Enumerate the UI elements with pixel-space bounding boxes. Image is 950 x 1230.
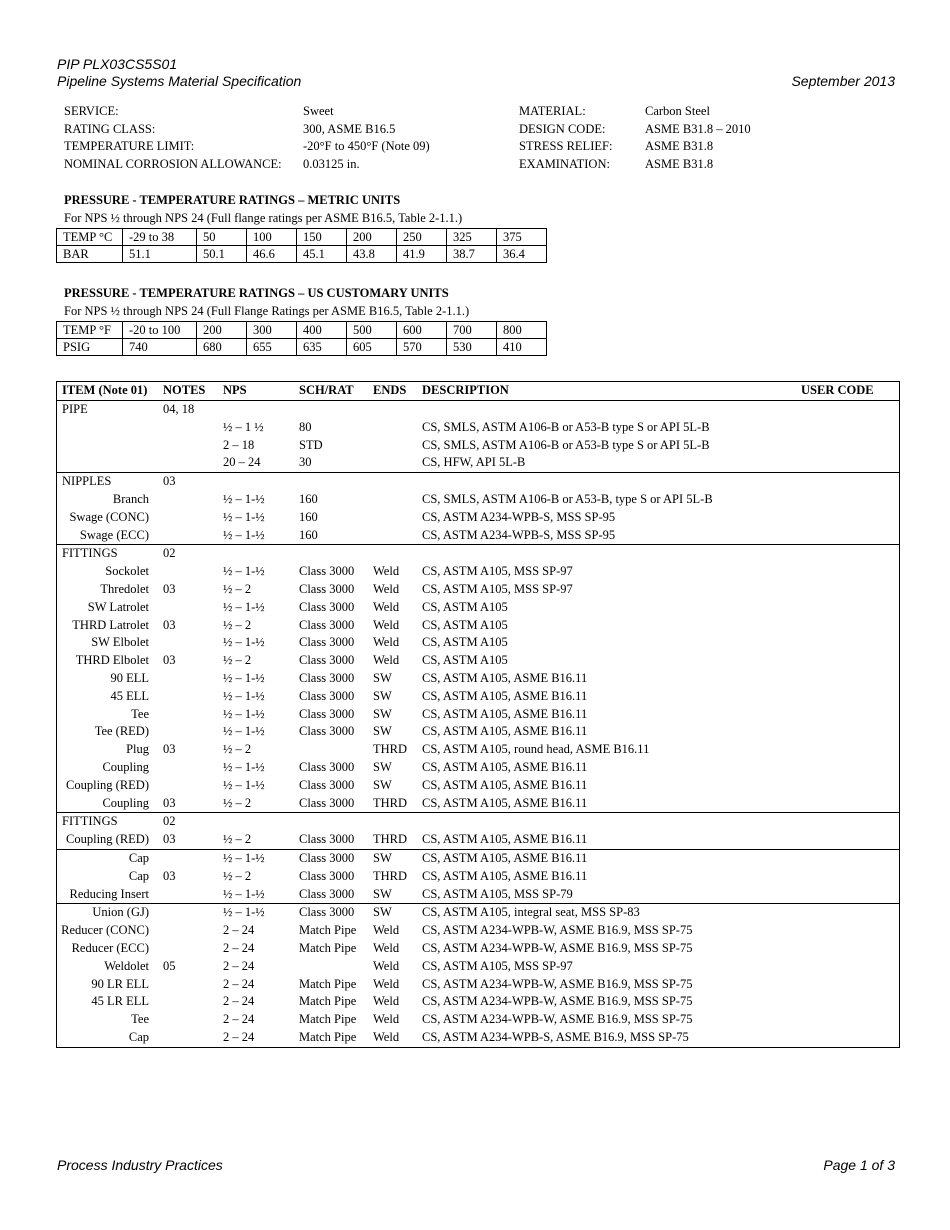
us-ratings-table <box>56 321 547 356</box>
item-cell: Swage (ECC) <box>79 527 149 542</box>
service-info <box>64 104 824 174</box>
item-cell: SW Latrolet <box>87 599 149 614</box>
description-cell: CS, ASTM A105 <box>422 617 508 632</box>
sch-cell: Match Pipe <box>299 994 357 1009</box>
sch-cell: 80 <box>299 419 312 434</box>
ends-cell: THRD <box>373 868 408 883</box>
metric-subtitle: For NPS ½ through NPS 24 (Full flange ratings per ASME B16.5, Table 2-1.1.) <box>64 211 463 225</box>
nps-cell: ½ – 2 <box>223 742 252 757</box>
sch-cell: Class 3000 <box>299 905 355 920</box>
rating-cell: 600 <box>397 322 447 339</box>
rating-cell: 800 <box>497 322 547 339</box>
info-value: -20°F to 450°F (Note 09) <box>303 139 430 153</box>
item-cell: Sockolet <box>105 564 149 579</box>
table-row <box>57 868 899 886</box>
nps-cell: ½ – 2 <box>223 832 252 847</box>
table-row <box>57 454 899 472</box>
doc-date: September 2013 <box>791 73 895 89</box>
nps-cell: 2 – 24 <box>223 994 255 1009</box>
item-cell: Tee <box>131 706 149 721</box>
table-row <box>57 670 899 688</box>
table-row <box>57 886 899 904</box>
table-row <box>57 723 899 741</box>
materials-table <box>56 381 900 1048</box>
rating-label-cell: BAR <box>57 246 123 263</box>
table-row <box>57 777 899 795</box>
description-cell: CS, ASTM A105, ASME B16.11 <box>422 688 588 703</box>
ends-cell: SW <box>373 724 392 739</box>
sch-cell: 160 <box>299 509 318 524</box>
description-cell: CS, ASTM A105, ASME B16.11 <box>422 777 588 792</box>
description-cell: CS, ASTM A105 <box>422 635 508 650</box>
item-group <box>57 473 899 545</box>
table-row <box>57 759 899 777</box>
description-cell: CS, ASTM A234-WPB-W, ASME B16.9, MSS SP-75 <box>422 994 693 1009</box>
ends-cell: THRD <box>373 742 408 757</box>
header-ends: ENDS <box>373 383 407 397</box>
description-cell: CS, ASTM A105, round head, ASME B16.11 <box>422 742 650 757</box>
table-row <box>57 795 899 813</box>
description-cell: CS, ASTM A234-WPB-W, ASME B16.9, MSS SP-75 <box>422 940 693 955</box>
rating-cell: 50 <box>197 229 247 246</box>
notes-cell: 03 <box>163 653 176 668</box>
nps-cell: ½ – 1-½ <box>223 509 265 524</box>
nps-cell: 2 – 24 <box>223 923 255 938</box>
ends-cell: Weld <box>373 581 400 596</box>
nps-cell: ½ – 1-½ <box>223 491 265 506</box>
ends-cell: Weld <box>373 1029 400 1044</box>
item-cell: SW Elbolet <box>91 635 149 650</box>
table-row <box>57 563 899 581</box>
rating-label-cell: TEMP °F <box>57 322 123 339</box>
item-cell: Coupling (RED) <box>66 832 149 847</box>
item-cell: Plug <box>126 742 149 757</box>
header-user-code: USER CODE <box>801 383 874 397</box>
info-row <box>64 122 824 140</box>
table-row <box>57 581 899 599</box>
table-row <box>57 491 899 509</box>
description-cell: CS, ASTM A105, integral seat, MSS SP-83 <box>422 905 640 920</box>
description-cell: CS, HFW, API 5L-B <box>422 455 526 470</box>
info-label: RATING CLASS: <box>64 121 156 136</box>
item-cell: Tee (RED) <box>94 724 149 739</box>
info-label: STRESS RELIEF: <box>519 139 613 153</box>
table-row <box>57 509 899 527</box>
nps-cell: ½ – 2 <box>223 653 252 668</box>
table-row <box>57 1029 899 1047</box>
ends-cell: THRD <box>373 832 408 847</box>
description-cell: CS, SMLS, ASTM A106-B or A53-B type S or API 5L-B <box>422 419 710 434</box>
nps-cell: 20 – 24 <box>223 455 261 470</box>
table-row <box>57 437 899 455</box>
rating-cell: 410 <box>497 339 547 356</box>
ends-cell: Weld <box>373 940 400 955</box>
header-notes: NOTES <box>163 383 206 397</box>
info-label: TEMPERATURE LIMIT: <box>64 139 195 153</box>
description-cell: CS, ASTM A105, ASME B16.11 <box>422 850 588 865</box>
item-cell: Swage (CONC) <box>69 509 149 524</box>
info-label: SERVICE: <box>64 104 119 118</box>
nps-cell: ½ – 1-½ <box>223 706 265 721</box>
description-cell: CS, ASTM A105, ASME B16.11 <box>422 832 588 847</box>
rating-cell: 325 <box>447 229 497 246</box>
sch-cell: Match Pipe <box>299 976 357 991</box>
info-value: ASME B31.8 – 2010 <box>645 121 751 136</box>
item-cell: Cap <box>128 1029 149 1044</box>
notes-cell: 03 <box>163 742 176 757</box>
nps-cell: ½ – 2 <box>223 617 252 632</box>
ends-cell: Weld <box>373 617 400 632</box>
nps-cell: 2 – 24 <box>223 1029 255 1044</box>
notes-cell: 02 <box>163 814 176 829</box>
table-row <box>57 599 899 617</box>
sch-cell: STD <box>299 437 323 452</box>
item-cell: 90 LR ELL <box>91 976 149 991</box>
sch-cell: Class 3000 <box>299 670 355 685</box>
rating-cell: -29 to 38 <box>123 229 197 246</box>
notes-cell: 03 <box>163 581 176 596</box>
rating-cell: 51.1 <box>123 246 197 263</box>
ends-cell: SW <box>373 688 392 703</box>
notes-cell: 03 <box>163 868 176 883</box>
item-cell: THRD Elbolet <box>75 653 149 668</box>
nps-cell: 2 – 24 <box>223 976 255 991</box>
rating-cell: 45.1 <box>297 246 347 263</box>
rating-cell: 300 <box>247 322 297 339</box>
nps-cell: ½ – 1-½ <box>223 527 265 542</box>
ends-cell: Weld <box>373 653 400 668</box>
nps-cell: ½ – 1-½ <box>223 905 265 920</box>
description-cell: CS, ASTM A105 <box>422 599 508 614</box>
notes-cell: 03 <box>163 474 176 489</box>
sch-cell: Class 3000 <box>299 868 355 883</box>
item-cell: Weldolet <box>104 958 149 973</box>
table-row <box>57 831 899 849</box>
item-cell: PIPE <box>62 402 88 416</box>
table-row <box>57 634 899 652</box>
description-cell: CS, ASTM A234-WPB-S, ASME B16.9, MSS SP-75 <box>422 1029 689 1044</box>
ends-cell: Weld <box>373 635 400 650</box>
description-cell: CS, ASTM A105, ASME B16.11 <box>422 868 588 883</box>
sch-cell: Class 3000 <box>299 706 355 721</box>
ends-cell: SW <box>373 850 392 865</box>
sch-cell: Match Pipe <box>299 923 357 938</box>
description-cell: CS, ASTM A105, ASME B16.11 <box>422 759 588 774</box>
item-cell: Union (GJ) <box>92 905 149 920</box>
rating-row <box>57 322 547 339</box>
sch-cell: Class 3000 <box>299 759 355 774</box>
nps-cell: ½ – 1-½ <box>223 724 265 739</box>
sch-cell: Class 3000 <box>299 724 355 739</box>
header-nps: NPS <box>223 383 247 397</box>
ends-cell: Weld <box>373 958 400 973</box>
nps-cell: ½ – 2 <box>223 868 252 883</box>
rating-cell: 38.7 <box>447 246 497 263</box>
info-label: EXAMINATION: <box>519 156 610 171</box>
ends-cell: Weld <box>373 976 400 991</box>
description-cell: CS, ASTM A105, MSS SP-97 <box>422 958 573 973</box>
info-value: Sweet <box>303 104 334 118</box>
sch-cell: Class 3000 <box>299 886 355 901</box>
us-subtitle: For NPS ½ through NPS 24 (Full Flange Ratings per ASME B16.5, Table 2-1.1.) <box>64 304 470 318</box>
item-cell: Coupling <box>102 759 149 774</box>
rating-cell: 400 <box>297 322 347 339</box>
table-row <box>57 993 899 1011</box>
sch-cell: Class 3000 <box>299 599 355 614</box>
nps-cell: ½ – 1-½ <box>223 777 265 792</box>
ends-cell: Weld <box>373 923 400 938</box>
sch-cell: Class 3000 <box>299 777 355 792</box>
notes-cell: 03 <box>163 617 176 632</box>
info-value: ASME B31.8 <box>645 156 714 171</box>
header-sch: SCH/RAT <box>299 383 354 397</box>
ends-cell: SW <box>373 905 392 920</box>
rating-cell: 530 <box>447 339 497 356</box>
nps-cell: 2 – 24 <box>223 940 255 955</box>
rating-cell: 100 <box>247 229 297 246</box>
nps-cell: ½ – 2 <box>223 581 252 596</box>
table-row <box>57 940 899 958</box>
description-cell: CS, ASTM A105, MSS SP-97 <box>422 564 573 579</box>
ends-cell: SW <box>373 706 392 721</box>
notes-cell: 04, 18 <box>163 402 195 416</box>
rating-cell: 150 <box>297 229 347 246</box>
description-cell: CS, ASTM A105, ASME B16.11 <box>422 706 588 721</box>
ends-cell: THRD <box>373 795 408 810</box>
rating-label-cell: TEMP °C <box>57 229 123 246</box>
rating-cell: 700 <box>447 322 497 339</box>
nps-cell: ½ – 1-½ <box>223 670 265 685</box>
item-cell: FITTINGS <box>62 814 118 829</box>
rating-cell: 36.4 <box>497 246 547 263</box>
sch-cell: Class 3000 <box>299 635 355 650</box>
description-cell: CS, ASTM A105, ASME B16.11 <box>422 724 588 739</box>
info-label: DESIGN CODE: <box>519 121 606 136</box>
info-value: Carbon Steel <box>645 104 710 118</box>
header-desc: DESCRIPTION <box>422 383 509 397</box>
rating-cell: 740 <box>123 339 197 356</box>
description-cell: CS, ASTM A105, MSS SP-97 <box>422 581 573 596</box>
item-cell: 90 ELL <box>110 670 149 685</box>
us-title: PRESSURE - TEMPERATURE RATINGS – US CUSTOMARY UNITS <box>64 286 449 300</box>
sch-cell: Class 3000 <box>299 832 355 847</box>
ends-cell: Weld <box>373 564 400 579</box>
table-row <box>57 706 899 724</box>
description-cell: CS, SMLS, ASTM A106-B or A53-B, type S or API 5L-B <box>422 491 713 506</box>
notes-cell: 03 <box>163 832 176 847</box>
rating-row <box>57 229 547 246</box>
table-row <box>57 922 899 940</box>
ends-cell: SW <box>373 759 392 774</box>
item-cell: Reducer (ECC) <box>71 940 149 955</box>
table-row <box>57 741 899 759</box>
item-cell: Cap <box>128 850 149 865</box>
ends-cell: SW <box>373 777 392 792</box>
item-group <box>57 545 899 813</box>
sch-cell: Class 3000 <box>299 564 355 579</box>
nps-cell: ½ – 1-½ <box>223 850 265 865</box>
rating-cell: 41.9 <box>397 246 447 263</box>
nps-cell: 2 – 18 <box>223 437 255 452</box>
nps-cell: ½ – 1 ½ <box>223 419 264 434</box>
table-row <box>57 652 899 670</box>
info-value: 300, ASME B16.5 <box>303 121 396 136</box>
footer-right: Page 1 of 3 <box>823 1157 895 1173</box>
table-row <box>57 401 899 419</box>
item-cell: Reducer (CONC) <box>61 923 149 938</box>
rating-cell: 200 <box>347 229 397 246</box>
sch-cell: Class 3000 <box>299 617 355 632</box>
sch-cell: Match Pipe <box>299 940 357 955</box>
item-cell: FITTINGS <box>62 546 118 561</box>
table-body <box>57 401 899 1047</box>
nps-cell: ½ – 1-½ <box>223 759 265 774</box>
item-cell: 45 ELL <box>110 688 149 703</box>
description-cell: CS, ASTM A234-WPB-W, ASME B16.9, MSS SP-75 <box>422 923 693 938</box>
notes-cell: 05 <box>163 958 176 973</box>
table-header <box>57 382 899 401</box>
description-cell: CS, ASTM A105 <box>422 653 508 668</box>
table-row <box>57 527 899 545</box>
sch-cell: Class 3000 <box>299 688 355 703</box>
rating-cell: 200 <box>197 322 247 339</box>
ends-cell: Weld <box>373 599 400 614</box>
sch-cell: Class 3000 <box>299 653 355 668</box>
sch-cell: 160 <box>299 527 318 542</box>
info-value: ASME B31.8 <box>645 139 714 153</box>
nps-cell: 2 – 24 <box>223 958 255 973</box>
sch-cell: Class 3000 <box>299 850 355 865</box>
table-row <box>57 958 899 976</box>
rating-row <box>57 339 547 356</box>
nps-cell: ½ – 1-½ <box>223 688 265 703</box>
table-row <box>57 976 899 994</box>
item-cell: Thredolet <box>100 581 149 596</box>
sch-cell: Class 3000 <box>299 795 355 810</box>
nps-cell: ½ – 1-½ <box>223 635 265 650</box>
rating-cell: 605 <box>347 339 397 356</box>
ends-cell: SW <box>373 886 392 901</box>
item-cell: THRD Latrolet <box>72 617 149 632</box>
sch-cell: Class 3000 <box>299 581 355 596</box>
info-row <box>64 157 824 175</box>
nps-cell: 2 – 24 <box>223 1012 255 1027</box>
description-cell: CS, ASTM A234-WPB-W, ASME B16.9, MSS SP-75 <box>422 976 693 991</box>
info-row <box>64 139 824 157</box>
metric-title: PRESSURE - TEMPERATURE RATINGS – METRIC UNITS <box>64 193 401 207</box>
item-cell: Cap <box>128 868 149 883</box>
nps-cell: ½ – 1-½ <box>223 599 265 614</box>
item-cell: Coupling (RED) <box>66 777 149 792</box>
item-cell: Reducing Insert <box>69 886 149 901</box>
table-row <box>57 617 899 635</box>
sch-cell: 30 <box>299 455 312 470</box>
ends-cell: Weld <box>373 1012 400 1027</box>
rating-cell: -20 to 100 <box>123 322 197 339</box>
rating-cell: 375 <box>497 229 547 246</box>
item-group <box>57 813 899 850</box>
table-row <box>57 813 899 831</box>
info-label: MATERIAL: <box>519 104 586 118</box>
rating-cell: 500 <box>347 322 397 339</box>
item-cell: Coupling <box>102 795 149 810</box>
item-cell: Tee <box>131 1012 149 1027</box>
item-group <box>57 904 899 1046</box>
description-cell: CS, ASTM A105, ASME B16.11 <box>422 670 588 685</box>
item-group <box>57 401 899 473</box>
rating-cell: 46.6 <box>247 246 297 263</box>
item-group <box>57 850 899 904</box>
table-row <box>57 473 899 491</box>
description-cell: CS, ASTM A105, MSS SP-79 <box>422 886 573 901</box>
rating-label-cell: PSIG <box>57 339 123 356</box>
rating-cell: 680 <box>197 339 247 356</box>
doc-id: PIP PLX03CS5S01 <box>57 56 178 72</box>
description-cell: CS, ASTM A105, ASME B16.11 <box>422 795 588 810</box>
nps-cell: ½ – 2 <box>223 795 252 810</box>
rating-cell: 655 <box>247 339 297 356</box>
description-cell: CS, SMLS, ASTM A106-B or A53-B type S or API 5L-B <box>422 437 710 452</box>
table-row <box>57 1011 899 1029</box>
info-row <box>64 104 824 122</box>
table-row <box>57 850 899 868</box>
doc-title: Pipeline Systems Material Specification <box>57 73 302 89</box>
table-row <box>57 419 899 437</box>
sch-cell: 160 <box>299 491 318 506</box>
rating-row <box>57 246 547 263</box>
rating-cell: 50.1 <box>197 246 247 263</box>
description-cell: CS, ASTM A234-WPB-W, ASME B16.9, MSS SP-75 <box>422 1012 693 1027</box>
description-cell: CS, ASTM A234-WPB-S, MSS SP-95 <box>422 527 616 542</box>
item-cell: 45 LR ELL <box>91 994 149 1009</box>
sch-cell: Match Pipe <box>299 1012 357 1027</box>
rating-cell: 250 <box>397 229 447 246</box>
info-value: 0.03125 in. <box>303 156 360 171</box>
nps-cell: ½ – 1-½ <box>223 564 265 579</box>
notes-cell: 03 <box>163 795 176 810</box>
table-row <box>57 904 899 922</box>
info-label: NOMINAL CORROSION ALLOWANCE: <box>64 156 282 171</box>
ends-cell: SW <box>373 670 392 685</box>
notes-cell: 02 <box>163 546 176 561</box>
rating-cell: 43.8 <box>347 246 397 263</box>
item-cell: NIPPLES <box>62 474 112 489</box>
description-cell: CS, ASTM A234-WPB-S, MSS SP-95 <box>422 509 616 524</box>
ends-cell: Weld <box>373 994 400 1009</box>
table-row <box>57 688 899 706</box>
item-cell: Branch <box>112 491 149 506</box>
rating-cell: 635 <box>297 339 347 356</box>
metric-ratings-table <box>56 228 547 263</box>
nps-cell: ½ – 1-½ <box>223 886 265 901</box>
header-item: ITEM (Note 01) <box>62 383 148 397</box>
sch-cell: Match Pipe <box>299 1029 357 1044</box>
footer-left: Process Industry Practices <box>57 1157 223 1173</box>
table-row <box>57 545 899 563</box>
rating-cell: 570 <box>397 339 447 356</box>
